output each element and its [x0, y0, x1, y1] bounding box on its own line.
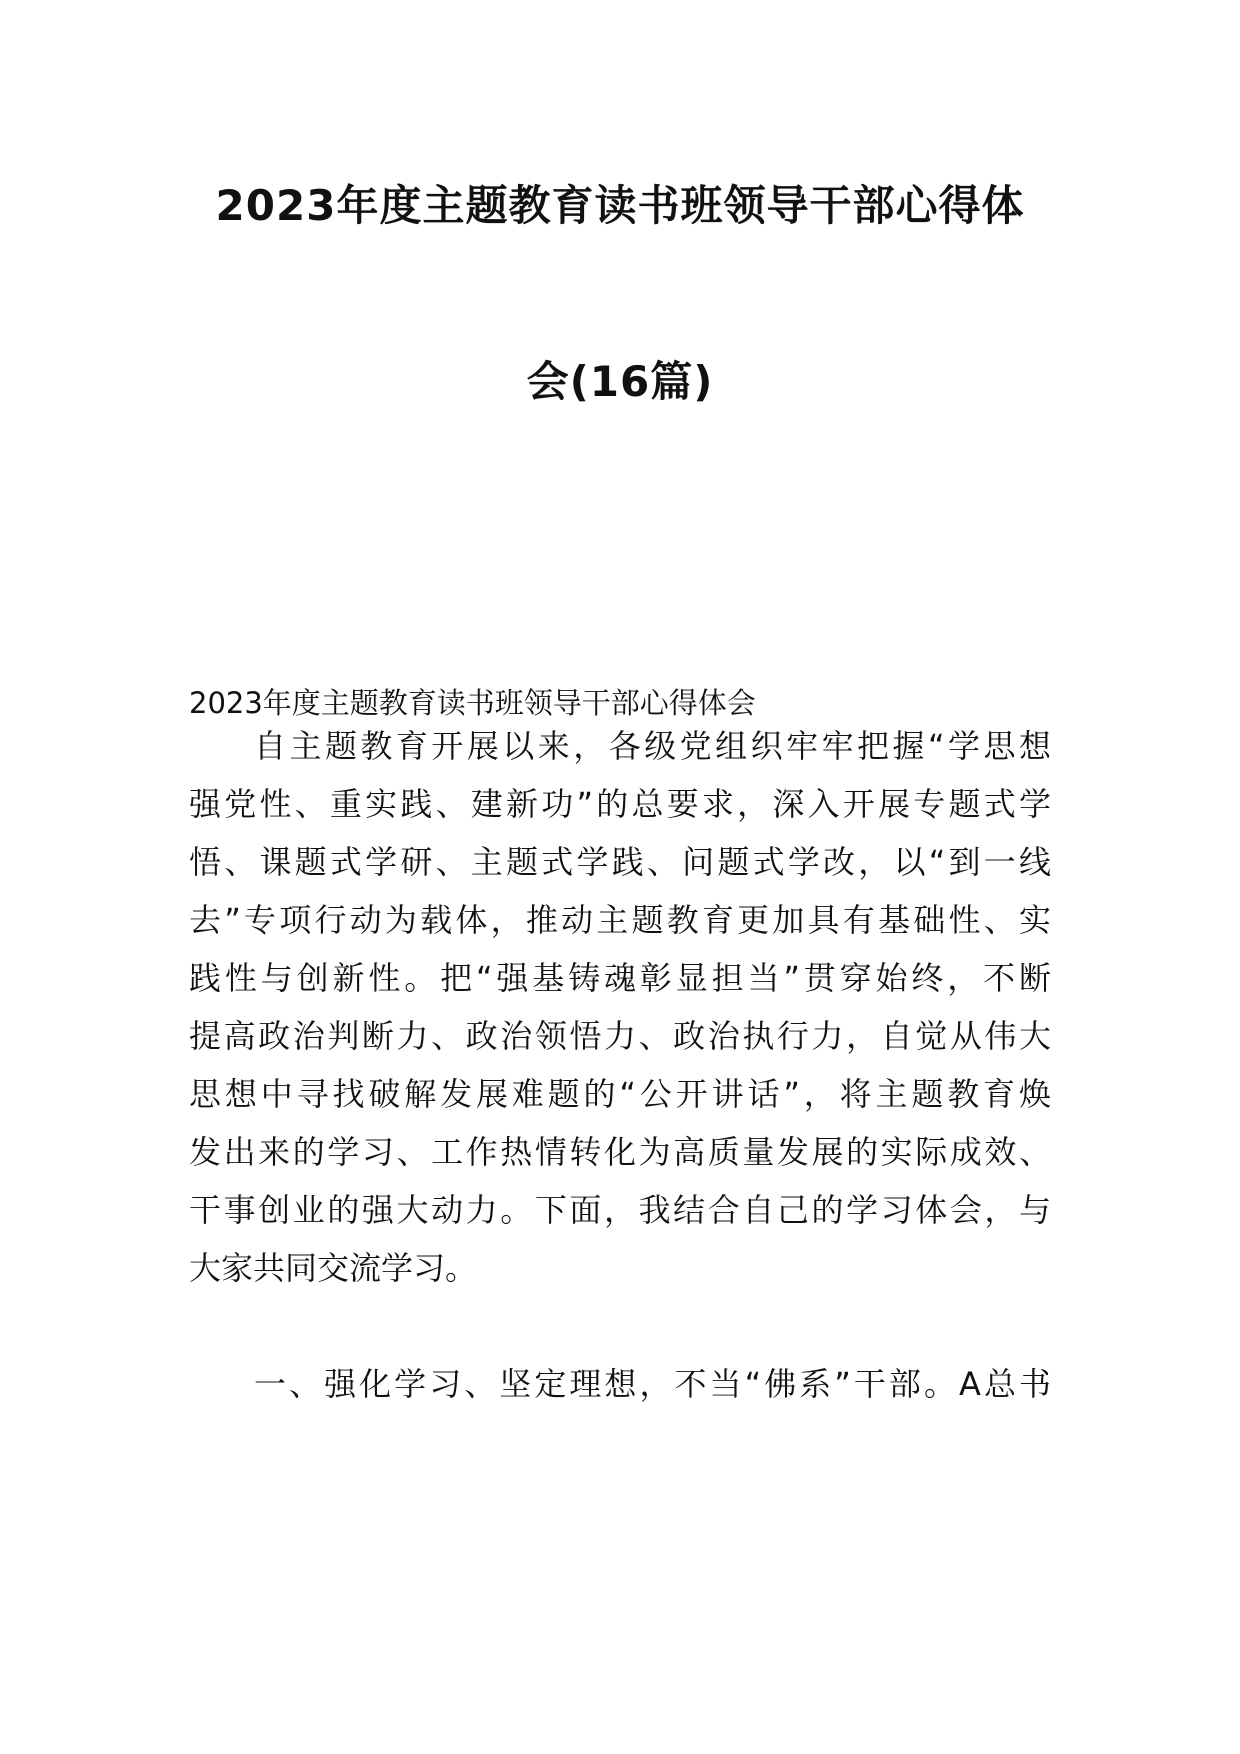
paragraph-line: 践性与创新性。把“强基铸魂彰显担当”贯穿始终，不断 [189, 959, 1051, 997]
document-title-line-1: 2023年度主题教育读书班领导干部心得体 [215, 181, 1025, 230]
document-title-line-2: 会(16篇) [526, 357, 714, 406]
paragraph-line: 自主题教育开展以来，各级党组织牢牢把握“学思想 [254, 727, 1051, 765]
paragraph-line: 提高政治判断力、政治领悟力、政治执行力，自觉从伟大 [189, 1017, 1051, 1055]
paragraph-line: 去”专项行动为载体，推动主题教育更加具有基础性、实 [189, 901, 1051, 939]
paragraph-line: 强党性、重实践、建新功”的总要求，深入开展专题式学 [189, 785, 1051, 823]
paragraph-line: 思想中寻找破解发展难题的“公开讲话”，将主题教育焕 [189, 1075, 1051, 1113]
paragraph-line: 干事创业的强大动力。下面，我结合自己的学习体会，与 [189, 1191, 1051, 1229]
article-subtitle: 2023年度主题教育读书班领导干部心得体会 [189, 686, 756, 720]
section-heading-1: 一、强化学习、坚定理想，不当“佛系”干部。A总书 [254, 1365, 1051, 1403]
paragraph-line: 大家共同交流学习。 [189, 1249, 478, 1287]
paragraph-line: 悟、课题式学研、主题式学践、问题式学改，以“到一线 [189, 843, 1051, 881]
paragraph-line: 发出来的学习、工作热情转化为高质量发展的实际成效、 [189, 1133, 1051, 1171]
